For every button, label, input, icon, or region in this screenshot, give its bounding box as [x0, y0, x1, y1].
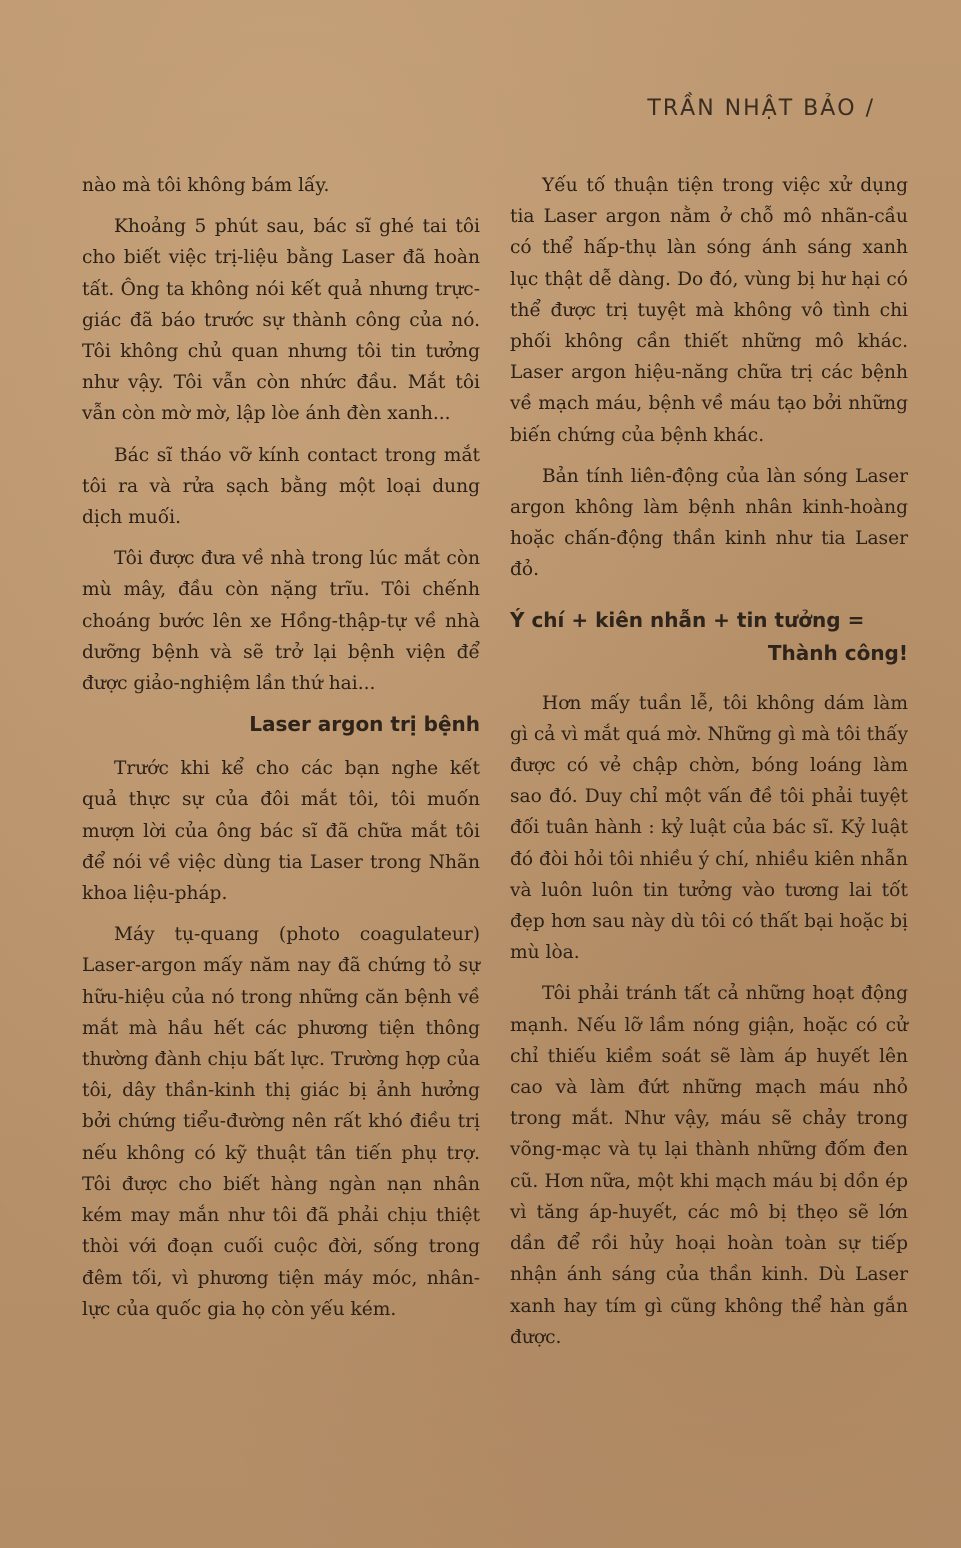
paragraph: Hơn mấy tuần lễ, tôi không dám làm gì cả vì mắt quá mờ. Những gì mà tôi thấy được có vẻ chập chờn, bóng loáng làm sao đó. Duy chỉ một vấn đề tôi phải tuyệt đối tuân hành : kỷ luật của bác sĩ. Kỷ luật đó đòi hỏi tôi nhiều ý chí, nhiều kiên nhẫn và luôn luôn tin tưởng vào tương lai tốt đẹp hơn sau này dù tôi có thất bại hoặc bị mù lòa. [510, 692, 908, 964]
paragraph: Tôi phải tránh tất cả những hoạt động mạnh. Nếu lỡ lầm nóng giận, hoặc có cử chỉ thiếu kiềm soát sẽ làm áp huyết lên cao và làm đứt những mạch máu nhỏ trong mắt. Như vậy, máu sẽ chảy trong võng-mạc và tụ lại thành những đốm đen cũ. Hơn nữa, một khi mạch máu bị dồn ép vì tăng áp-huyết, các mô bị thẹo sẽ lớn dần để rồi hủy hoại hoàn toàn sự tiếp nhận ánh sáng của thần kinh. Dù Laser xanh hay tím gì cũng không thể hàn gắn được. [510, 983, 908, 1348]
right-column [510, 170, 908, 1363]
section-heading-line: Ý chí + kiên nhẫn + tin tưởng = [510, 607, 865, 632]
paragraph: Tôi được đưa về nhà trong lúc mắt còn mù mây, đầu còn nặng trĩu. Tôi chếnh choáng bước lên xe Hồng-thập-tự về nhà dưỡng bệnh và sẽ trở lại bệnh viện để được giảo-nghiệm lần thứ hai... [82, 548, 480, 695]
paragraph: Khoảng 5 phút sau, bác sĩ ghé tai tôi cho biết việc trị-liệu bằng Laser đã hoàn tất. Ông ta không nói kết quả nhưng trực-giác đã báo trước sự thành công của nó. Tôi không chủ quan nhưng tôi tin tưởng như vậy. Tôi vẫn còn nhức đầu. Mắt tôi vẫn còn mờ mờ, lập lòe ánh đèn xanh... [82, 216, 480, 425]
paragraph: Bản tính liên-động của làn sóng Laser argon không làm bệnh nhân kinh-hoàng hoặc chấn-động thần kinh như tia Laser đỏ. [510, 465, 908, 581]
running-head-author: TRẦN NHẬT BẢO / [647, 96, 875, 121]
section-heading-line: Thành công! [767, 640, 908, 665]
section-heading: Laser argon trị bệnh [249, 712, 480, 737]
paragraph: Máy tụ-quang (photo coagulateur) Laser-argon mấy năm nay đã chứng tỏ sự hữu-hiệu của nó trong những căn bệnh về mắt mà hầu hết các phương tiện thông thường đành chịu bất lực. Trường hợp của tôi, dây thần-kinh thị giác bị ảnh hưởng bởi chứng tiểu-đường nên rất khó điều trị nếu không có kỹ thuật tân tiến phụ trợ. Tôi được cho biết hàng ngàn nạn nhân kém may mắn như tôi đã phải chịu thiệt thòi với đoạn cuối cuộc đời, sống trong đêm tối, vì phương tiện máy móc, nhân-lực của quốc gia họ còn yếu kém. [82, 924, 480, 1320]
paragraph: Bác sĩ tháo vỡ kính contact trong mắt tôi ra và rửa sạch bằng một loại dung dịch muối. [82, 444, 480, 529]
section-heading [510, 604, 908, 670]
paragraph: nào mà tôi không bám lấy. [82, 175, 330, 196]
left-column [82, 170, 480, 1335]
paragraph: Trước khi kể cho các bạn nghe kết quả thực sự của đôi mắt tôi, tôi muốn mượn lời của ông bác sĩ đã chữa mắt tôi để nói về việc dùng tia Laser trong Nhãn khoa liệu-pháp. [82, 758, 480, 905]
paragraph: Yếu tố thuận tiện trong việc xử dụng tia Laser argon nằm ở chỗ mô nhãn-cầu có thể hấp-thụ làn sóng ánh sáng xanh lục thật dễ dàng. Do đó, vùng bị hư hại có thể được trị tuyệt mà không vô tình chi phối không cần thiết những mô khác. Laser argon hiệu-năng chữa trị các bệnh về mạch máu, bệnh về máu tạo bởi những biến chứng của bệnh khác. [510, 175, 908, 446]
